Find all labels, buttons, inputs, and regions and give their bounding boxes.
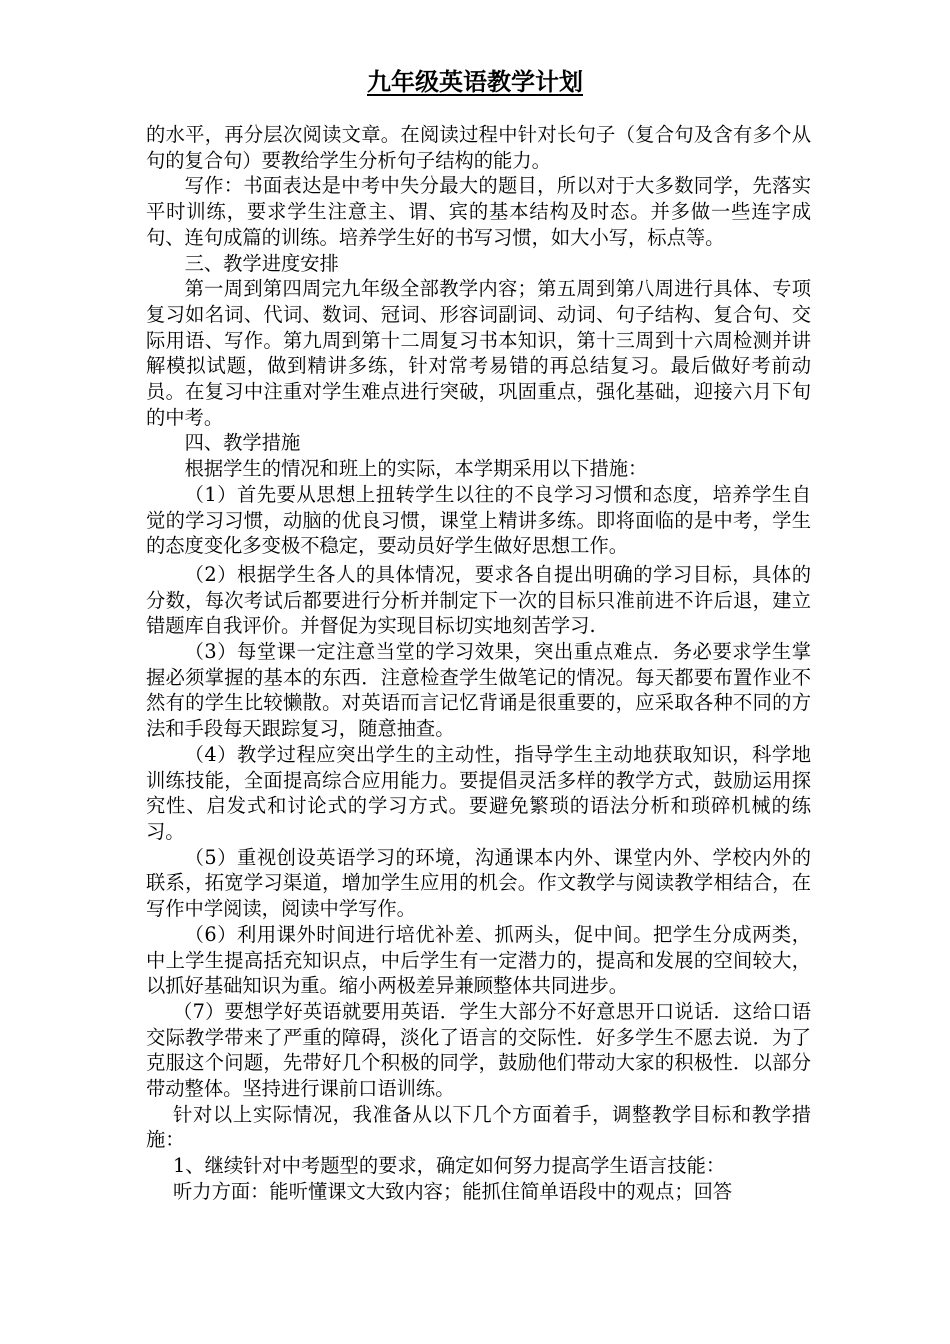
paragraph: 针对以上实际情况，我准备从以下几个方面着手，调整教学目标和教学措施：	[146, 1102, 811, 1152]
paragraph: 听力方面：能听懂课文大致内容；能抓住简单语段中的观点；回答	[173, 1179, 733, 1203]
paragraph: 1、继续针对中考题型的要求，确定如何努力提高学生语言技能：	[173, 1154, 726, 1178]
paragraph: （2）根据学生各人的具体情况，要求各自提出明确的学习目标，具体的分数，每次考试后都要进行分析并制定下一次的目标只准前进不许后退，建立错题库自我评价。并督促为实现目标切实地刻苦学习.	[146, 562, 811, 638]
paragraph: 三、教学进度安排	[184, 251, 339, 275]
paragraph: （5）重视创设英语学习的环境，沟通课本内外、课堂内外、学校内外的联系，拓宽学习渠道，增加学生应用的机会。作文教学与阅读教学相结合，在写作中学阅读，阅读中学写作。	[146, 845, 811, 921]
paragraph: （7）要想学好英语就要用英语．学生大部分不好意思开口说话．这给口语交际教学带来了严重的障碍，淡化了语言的交际性．好多学生不愿去说．为了克服这个问题，先带好几个积极的同学，鼓励他们带动大家的积极性．以部分带动整体。坚持进行课前口语训练。	[146, 999, 811, 1101]
paragraph: 第一周到第四周完九年级全部教学内容；第五周到第八周进行具体、专项复习如名词、代词、数词、冠词、形容词副词、动词、句子结构、复合句、交际用语、写作。第九周到第十二周复习书本知识，第十三周到十六周检测并讲解模拟试题，做到精讲多练，针对常考易错的再总结复习。最后做好考前动员。在复习中注重对学生难点进行突破，巩固重点，强化基础，迎接六月下旬的中考。	[146, 277, 811, 429]
paragraph: （1）首先要从思想上扭转学生以往的不良学习习惯和态度，培养学生自觉的学习习惯，动脑的优良习惯，课堂上精讲多练。即将面临的是中考，学生的态度变化多变极不稳定，要动员好学生做好思想工作。	[146, 482, 811, 558]
paragraph: （3）每堂课一定注意当堂的学习效果，突出重点难点．务必要求学生掌握必须掌握的基本的东西．注意检查学生做笔记的情况。每天都要布置作业不然有的学生比较懒散。对英语而言记忆背诵是很重要的，应采取各种不同的方法和手段每天跟踪复习，随意抽查。	[146, 640, 811, 741]
paragraph: （6）利用课外时间进行培优补差、抓两头，促中间。把学生分成两类，中上学生提高括充知识点，中后学生有一定潜力的，提高和发展的空间较大，以抓好基础知识为重。缩小两极差异兼顾整体共同进步。	[146, 922, 811, 998]
document-title	[0, 66, 950, 98]
paragraph: （4）教学过程应突出学生的主动性，指导学生主动地获取知识，科学地训练技能，全面提高综合应用能力。要提倡灵活多样的教学方式，鼓励运用探究性、启发式和讨论式的学习方式。要避免繁琐的语法分析和琐碎机械的练习。	[146, 742, 811, 843]
paragraph: 写作：书面表达是中考中失分最大的题目，所以对于大多数同学，先落实平时训练，要求学生注意主、谓、宾的基本结构及时态。并多做一些连字成句、连句成篇的训练。培养学生好的书写习惯，如大小写，标点等。	[146, 174, 811, 249]
document-body	[146, 122, 811, 1205]
paragraph: 四、教学措施	[184, 431, 301, 455]
paragraph: 根据学生的情况和班上的实际，本学期采用以下措施：	[184, 457, 648, 481]
paragraph: 的水平，再分层次阅读文章。在阅读过程中针对长句子（复合句及含有多个从句的复合句）要教给学生分析句子结构的能力。	[146, 123, 811, 172]
document-title-text: 九年级英语教学计划	[367, 67, 583, 96]
